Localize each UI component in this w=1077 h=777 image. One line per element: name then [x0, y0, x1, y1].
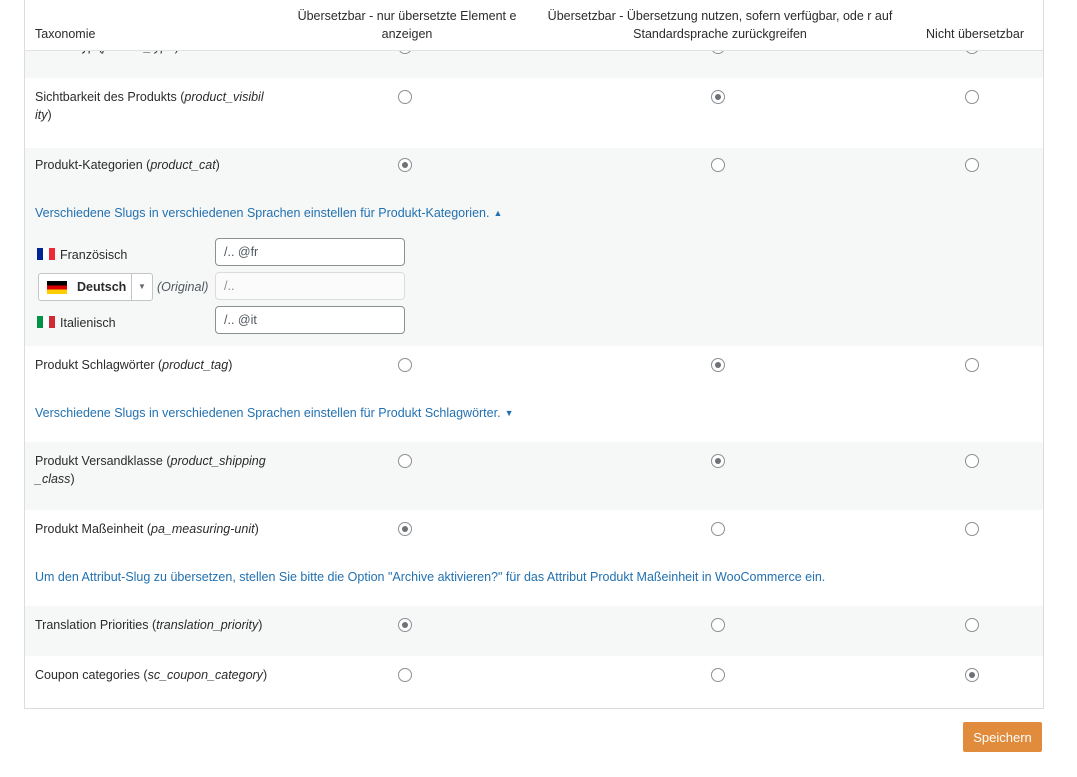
radio-not-translatable[interactable] [965, 668, 979, 682]
chevron-down-icon: ▼ [131, 274, 152, 300]
taxonomy-label: Produkt Versandklasse (product_shipping _class) [35, 454, 266, 486]
taxonomy-label: Produkt-Kategorien (product_cat) [35, 158, 220, 172]
caret-up-icon: ▲ [493, 208, 503, 218]
flag-it-icon [37, 316, 55, 328]
attribute-archive-note[interactable]: Um den Attribut-Slug zu übersetzen, stellen Sie bitte die Option "Archive aktivieren?" für das Attribut Produkt Maßeinheit in WooCommerce ein. [35, 570, 826, 584]
radio-translate-only[interactable] [398, 522, 412, 536]
radio-translate-only[interactable] [398, 90, 412, 104]
table-row [25, 148, 1043, 346]
table-row [25, 510, 1043, 606]
radio-not-translatable[interactable] [965, 618, 979, 632]
slug-input-fr[interactable]: /.. @fr [215, 238, 405, 266]
save-button[interactable]: Speichern [963, 722, 1042, 752]
radio-translate-fallback[interactable] [711, 358, 725, 372]
header-translate-fallback: Übersetzbar - Übersetzung nutzen, sofern verfügbar, ode r auf Standardsprache zurückgreifen [547, 9, 893, 41]
radio-translate-fallback[interactable] [711, 522, 725, 536]
table-row [25, 442, 1043, 510]
lang-label-italian: Italienisch [37, 314, 116, 332]
original-language-name: Deutsch [77, 280, 127, 294]
taxonomy-label: Produkt Schlagwörter (product_tag) [35, 358, 233, 372]
taxonomy-label: Translation Priorities (translation_priority) [35, 618, 263, 632]
radio-not-translatable[interactable] [965, 158, 979, 172]
radio-translate-fallback[interactable] [711, 668, 725, 682]
radio-translate-only[interactable] [398, 668, 412, 682]
flag-de-icon [47, 281, 67, 294]
lang-label-french: Französisch [37, 246, 127, 264]
taxonomy-panel [24, 0, 1044, 709]
taxonomy-label: Sichtbarkeit des Produkts (product_visibil ity) [35, 90, 264, 122]
slug-input-it[interactable]: /.. @it [215, 306, 405, 334]
radio-translate-only[interactable] [398, 158, 412, 172]
radio-translate-fallback[interactable] [711, 90, 725, 104]
radio-translate-only[interactable] [398, 454, 412, 468]
header-translate-only: Übersetzbar - nur übersetzte Element e anzeigen [297, 9, 517, 41]
radio-translate-fallback[interactable] [711, 618, 725, 632]
radio-translate-only[interactable] [398, 358, 412, 372]
tag-slugs-toggle[interactable]: Verschiedene Slugs in verschiedenen Sprachen einstellen für Produkt Schlagwörter. ▼ [35, 406, 514, 420]
radio-translate-fallback[interactable] [711, 454, 725, 468]
table-row [25, 656, 1043, 708]
table-row [25, 346, 1043, 442]
caret-down-icon: ▼ [504, 408, 514, 418]
radio-translate-fallback[interactable] [711, 158, 725, 172]
header-taxonomy: Taxonomie [35, 27, 96, 41]
taxonomy-label: Produkt Maßeinheit (pa_measuring-unit) [35, 522, 259, 536]
radio-translate-only[interactable] [398, 618, 412, 632]
radio-not-translatable[interactable] [965, 90, 979, 104]
taxonomy-label: Coupon categories (sc_coupon_category) [35, 668, 268, 682]
table-header [25, 0, 1043, 51]
header-not-translatable: Nicht übersetzbar [926, 27, 1024, 41]
radio-not-translatable[interactable] [965, 522, 979, 536]
radio-not-translatable[interactable] [965, 358, 979, 372]
original-language-select[interactable] [38, 273, 153, 301]
table-row [25, 606, 1043, 656]
radio-not-translatable[interactable] [965, 454, 979, 468]
category-slugs-toggle[interactable]: Verschiedene Slugs in verschiedenen Sprachen einstellen für Produkt-Kategorien. ▲ [35, 206, 503, 220]
flag-fr-icon [37, 248, 55, 260]
original-tag: (Original) [157, 280, 209, 294]
table-row [25, 78, 1043, 148]
slug-input-original: /.. [215, 272, 405, 300]
